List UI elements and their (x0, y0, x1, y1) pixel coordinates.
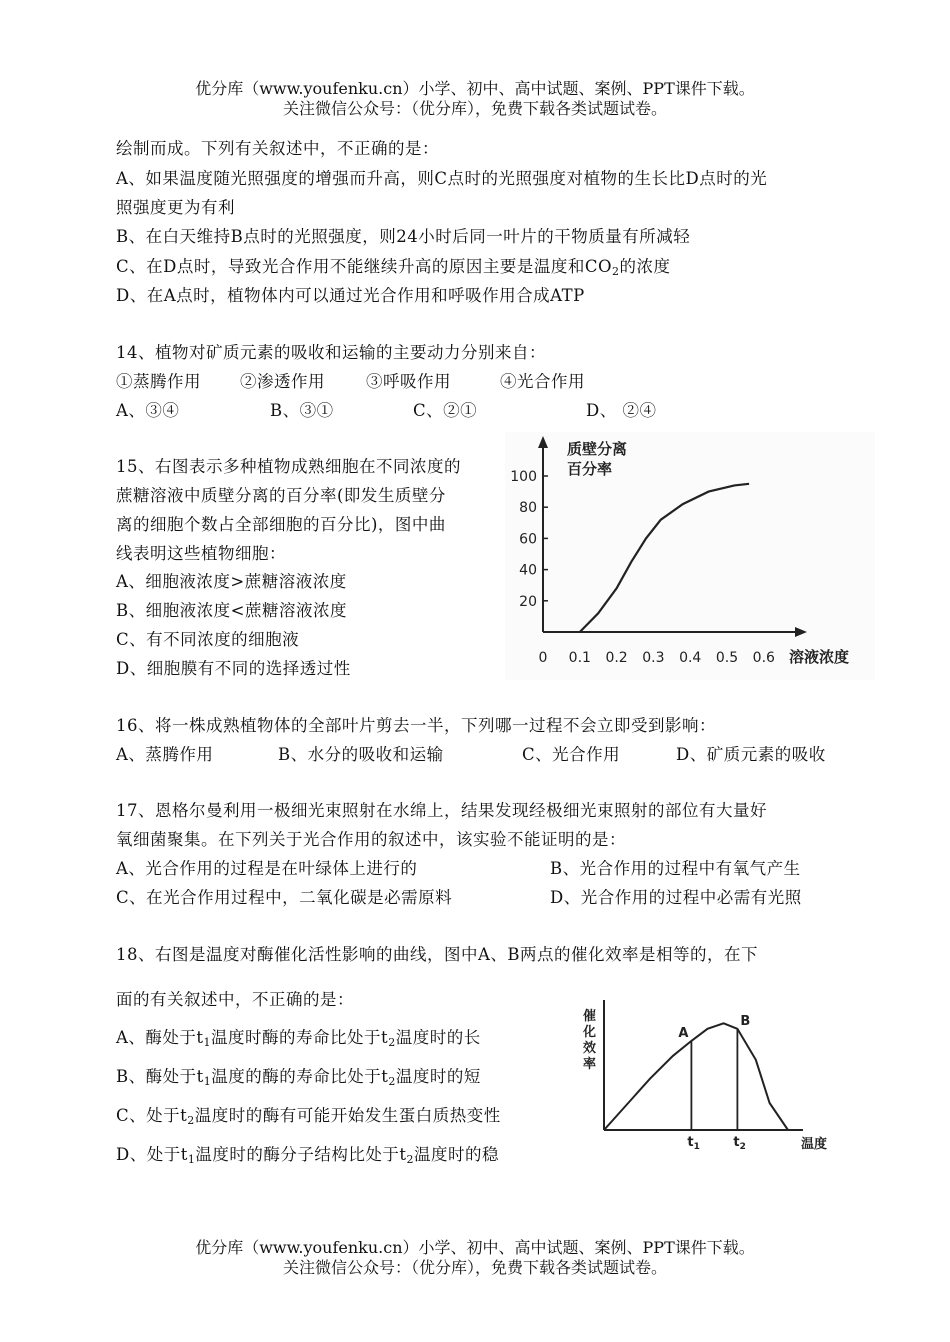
q17-option-d: D、光合作用的过程中必需有光照 (550, 888, 802, 907)
q17-stem-line2: 氧细菌聚集。在下列关于光合作用的叙述中，该实验不能证明的是： (116, 830, 626, 849)
q18-b-sub2: 2 (388, 1075, 396, 1088)
x-tick-label: 0.4 (679, 650, 702, 666)
q14-option-d: D、 ②④ (586, 401, 657, 420)
q14-item-2: ②渗透作用 (240, 372, 325, 391)
q18-stem-line2: 面的有关叙述中，不正确的是： (116, 990, 354, 1009)
q18-d-text1: D、处于t (116, 1145, 188, 1164)
q15-option-a: A、细胞液浓度>蔗糖溶液浓度 (116, 572, 347, 591)
q16-stem: 16、将一株成熟植物体的全部叶片剪去一半，下列哪一过程不会立即受到影响： (116, 716, 716, 735)
x-axis-label: 溶液浓度 (789, 648, 850, 666)
q17-option-a: A、光合作用的过程是在叶绿体上进行的 (116, 859, 418, 878)
y-tick-label: 100 (510, 469, 537, 485)
q15-stem-line1: 15、右图表示多种植物成熟细胞在不同浓度的 (116, 457, 461, 476)
x-tick-label: 0.6 (752, 650, 775, 666)
q18-b-sub1: 1 (203, 1075, 212, 1088)
y-tick-label: 40 (519, 562, 537, 579)
q13-stem: 绘制而成。下列有关叙述中，不正确的是： (116, 139, 439, 158)
enzyme-activity-chart (575, 990, 850, 1155)
q13-c-post: 的浓度 (619, 257, 671, 276)
x-tick-label: 0.3 (642, 650, 665, 666)
q13-option-a-line1: A、如果温度随光照强度的增强而升高，则C点时的光照强度对植物的生长比D点时的光 (116, 169, 768, 188)
y-tick-label: 20 (519, 593, 537, 610)
footer-line-2: 关注微信公众号：（优分库），免费下载各类试题试卷。 (282, 1258, 667, 1277)
y-axis-label-1: 催 (583, 1009, 597, 1024)
q13-option-b: B、在白天维持B点时的光照强度，则24小时后同一叶片的干物质量有所减轻 (116, 227, 691, 246)
q18-stem-line1: 18、右图是温度对酶催化活性影响的曲线，图中A、B两点的催化效率是相等的，在下 (116, 945, 759, 964)
q18-b-text2: 温度的酶的寿命比处于t (211, 1067, 389, 1086)
q18-d-sub2: 2 (406, 1153, 415, 1166)
q13-c-sub: 2 (612, 265, 620, 278)
y-axis-label-3: 效 (583, 1041, 597, 1056)
q14-stem: 14、植物对矿质元素的吸收和运输的主要动力分别来自： (116, 343, 546, 362)
q16-option-d: D、矿质元素的吸收 (676, 745, 826, 764)
y-axis-label-line2: 百分率 (567, 460, 613, 478)
q14-option-a: A、③④ (116, 401, 180, 420)
q18-d-text2: 温度时的酶分子结构比处于t (195, 1145, 407, 1164)
enzyme-activity-curve (604, 1023, 788, 1130)
footer-line-1: 优分库（www.youfenku.cn）小学、初中、高中试题、案例、PPT课件下载。 (195, 1238, 755, 1257)
q17-option-c: C、在光合作用过程中，二氧化碳是必需原料 (116, 888, 453, 907)
point-a-label: A (678, 1025, 689, 1041)
x-axis-label: 温度 (801, 1137, 828, 1152)
q15-option-c: C、有不同浓度的细胞液 (116, 630, 300, 649)
q18-a-text1: A、酶处于t (116, 1028, 204, 1047)
header-line-2: 关注微信公众号：（优分库），免费下载各类试题试卷。 (282, 99, 667, 118)
q18-a-sub1: 1 (203, 1036, 212, 1049)
q18-d-text3: 温度时的稳 (414, 1145, 500, 1164)
y-axis-label-2: 化 (583, 1025, 597, 1040)
q14-option-b: B、③① (270, 401, 334, 420)
plasmolysis-chart (505, 432, 875, 680)
t2-tick-label (733, 1135, 745, 1152)
t1-tick-label (687, 1135, 699, 1152)
q15-stem-line4: 线表明这些植物细胞： (116, 544, 286, 563)
q18-d-sub1: 1 (187, 1153, 196, 1166)
t1-subscript: 1 (693, 1142, 700, 1152)
q13-option-c (116, 253, 671, 278)
q15-stem-line3: 离的细胞个数占全部细胞的百分比)，图中曲 (116, 515, 446, 534)
q18-c-sub2: 2 (187, 1114, 195, 1127)
q18-c-text2: 温度时的酶有可能开始发生蛋白质热变性 (194, 1106, 501, 1125)
q18-option-d (116, 1141, 499, 1166)
x-tick-label: 0 (538, 650, 548, 666)
q16-option-a: A、蒸腾作用 (116, 745, 214, 764)
point-b-label: B (740, 1013, 751, 1029)
q14-item-1: ①蒸腾作用 (116, 372, 201, 391)
q15-option-b: B、细胞液浓度<蔗糖溶液浓度 (116, 601, 347, 620)
q14-item-3: ③呼吸作用 (366, 372, 451, 391)
q13-c-text: C、在D点时，导致光合作用不能继续升高的原因主要是温度和CO (116, 257, 613, 276)
y-tick-label: 80 (519, 500, 537, 517)
q18-option-a (116, 1024, 481, 1049)
y-tick-label: 60 (519, 531, 537, 548)
q13-option-a-line2: 照强度更为有利 (116, 198, 235, 217)
t2-letter: t (733, 1135, 740, 1150)
y-axis-label-line1: 质壁分离 (567, 440, 628, 458)
q18-option-c (116, 1102, 501, 1127)
q15-option-d: D、细胞膜有不同的选择透过性 (116, 659, 351, 678)
q16-option-b: B、水分的吸收和运输 (278, 745, 444, 764)
q15-stem-line2: 蔗糖溶液中质壁分离的百分率(即发生质壁分 (116, 486, 446, 505)
q17-stem-line1: 17、恩格尔曼利用一极细光束照射在水绵上，结果发现经极细光束照射的部位有大量好 (116, 801, 767, 820)
q18-b-text3: 温度时的短 (395, 1067, 481, 1086)
q18-a-text2: 温度时酶的寿命比处于t (211, 1028, 389, 1047)
t2-subscript: 2 (739, 1142, 746, 1152)
q18-b-text1: B、酶处于t (116, 1067, 204, 1086)
t1-letter: t (687, 1135, 694, 1150)
q14-option-c: C、②① (413, 401, 478, 420)
q16-option-c: C、光合作用 (522, 745, 621, 764)
q18-c-text1: C、处于t (116, 1106, 188, 1125)
x-tick-label: 0.1 (568, 650, 591, 666)
y-axis-label-4: 率 (583, 1057, 597, 1072)
q18-a-text3: 温度时的长 (395, 1028, 481, 1047)
q18-option-b (116, 1063, 481, 1088)
x-tick-label: 0.5 (715, 650, 739, 666)
q18-a-sub2: 2 (388, 1036, 396, 1049)
header-line-1: 优分库（www.youfenku.cn）小学、初中、高中试题、案例、PPT课件下载。 (195, 79, 755, 98)
x-tick-label: 0.2 (605, 650, 628, 666)
q13-option-d: D、在A点时，植物体内可以通过光合作用和呼吸作用合成ATP (116, 286, 585, 305)
q14-item-4: ④光合作用 (500, 372, 585, 391)
q17-option-b: B、光合作用的过程中有氧气产生 (550, 859, 801, 878)
